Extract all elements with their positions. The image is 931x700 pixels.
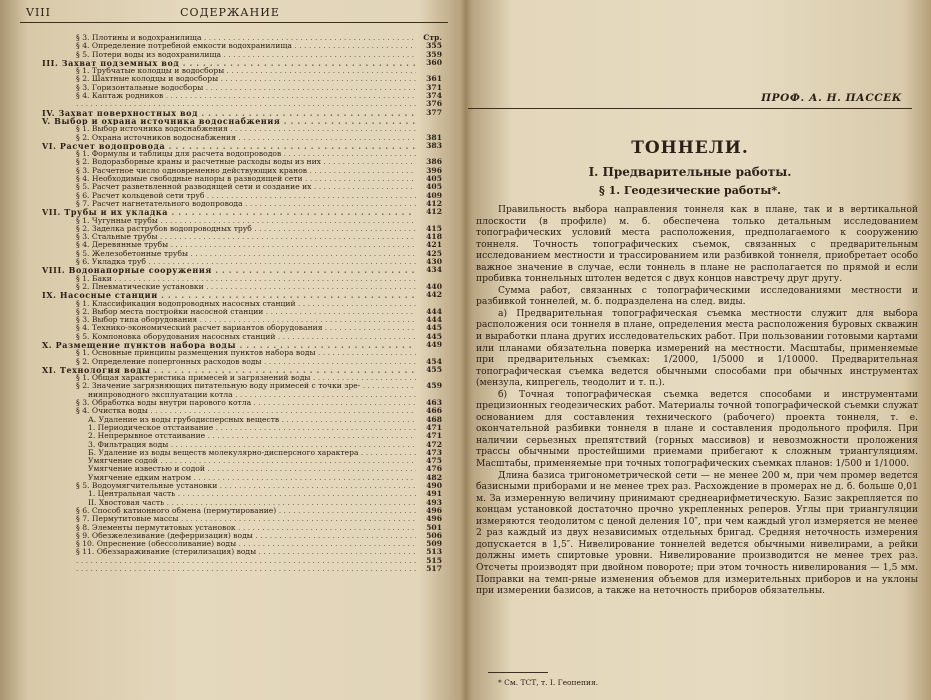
toc-entry-row [42,324,442,332]
toc-entry-text: § 2. Определение попергонных расходов воды . . . [42,358,416,366]
toc-entry-row [42,134,442,142]
toc-page-number: 466 [426,406,442,416]
toc-page-number: 444 [426,315,442,325]
toc-entry-row [42,532,442,540]
footnote-rule [488,672,548,673]
toc-page-number: 355 [426,41,442,51]
toc-page-number: 430 [426,257,442,267]
footnote: * См. ТСТ, т. I. Геопепия. [498,678,599,687]
toc-entry-text [42,565,416,573]
toc-entry-text: § 2. Заделка раструбов водопроводных труб . . . [42,225,416,233]
toc-chapter-row [42,291,442,299]
toc-entry-text: § 2. Значение загрязняющих питательную воду примесей с точки зре- . . . [42,382,416,390]
toc-entry-text: 1. Центральная часть . . . [42,490,416,498]
toc-entry-row [42,100,442,108]
toc-entry-row [42,565,442,573]
running-title: СОДЕРЖАНИЕ [180,6,280,19]
toc-page-number: 506 [426,530,442,540]
toc-entry-text: А. Удаление из воды грубодисперсных веществ . . . [42,416,416,424]
toc-entry-row [42,333,442,341]
toc-entry-row [42,75,442,83]
toc-page-number: 471 [426,422,442,432]
toc-entry-row [42,515,442,523]
toc-entry-text: Умягчение едким натром . . . [42,474,416,482]
toc-page-number: 360 [426,57,442,67]
paragraph: а) Предварительная топографическая съемка местности служит для выбора расположения оси тоннеля в плане, определения места расположения буровых скважин и выработки плана других исследовательских работ. При пользовании готовыми картами или планами обязательна поверка измерений на местности. Масштабы, применяемые при предварительных съемках: 1/2000, 1/5000 и 1/10000. Предварительная топографическая съемка ведется обычными способами при обычных инструментах (мензула, кипрегель, теодолит и т. п.). [476,307,918,389]
toc-entry-row [42,507,442,515]
subsection-heading: § 1. Геодезические работы*. [599,184,781,197]
toc-entry-text: 3. Фильтрация воды . . . [42,441,416,449]
toc-entry-text: § 11. Обеззараживание (стерилизация) воды . . . [42,548,416,556]
toc-entry-text: § 5. Водоумягчительные установки . . . [42,482,416,490]
toc-entry-text: § 8. Элементы пермутитовых установок . . . [42,524,416,532]
toc-entry-text: § 6. Способ катионного обмена (пермутирование) . . . [42,507,416,515]
toc-entry-row [42,84,442,92]
toc-entry-row [42,175,442,183]
toc-entry-text: § 3. Выбор типа оборудования . . . [42,316,416,324]
toc-entry-text: § 2. Шахтные колодцы и водосборы . . . [42,75,416,83]
toc-entry-text: § 4. Каптаж родников . . . [42,92,416,100]
toc-entry-row [42,424,442,432]
toc-chapter-row [42,266,442,274]
header-rule [20,22,448,23]
toc-chapter-row [42,59,442,67]
toc-entry-text: § 1. Чугунные трубы . . . [42,217,416,225]
toc-entry-row [42,67,442,75]
toc-chapter-row [42,208,442,216]
toc-entry-text: § 3. Горизонтальные водосборы . . . [42,84,416,92]
toc-page-number: 517 [426,564,442,573]
toc-page-number: 409 [426,190,442,200]
toc-entry-text: § 5. Железобетонные трубы . . . [42,250,416,258]
toc-page-number: 418 [426,232,442,242]
toc-entry-text: IV. Захват поверхностных вод . . . [42,109,416,117]
toc-entry-row [42,399,442,407]
toc-page-number: 468 [426,414,442,424]
toc-page-number: 359 [426,49,442,59]
paragraph: Правильность выбора направления тоннеля как в плане, так и в вертикальной плоскости (в профиле) м. б. обеспечена только детальным исследованием топографических условий места расположения, предполагаемого к сооружению тоннеля. Точность топографических съемок, связанных с предварительным исследованием местности и трассированием или разбивкой тоннеля, приобретает особо важное значение в случае, если тоннель в плане не располагается по прямой и если пробивка тоннельных штолен ведется с двух концов навстречу друг другу. [476,204,918,285]
toc-entry-text: § 7. Расчет нагнетательного водопровода . . . [42,200,416,208]
toc-entry-text: § 4. Определение потребной емкости водохранилища . . . [42,42,416,50]
toc-entry-row [42,92,442,100]
toc-chapter-row [42,366,442,374]
toc-entry-row [42,441,442,449]
toc-page-number: 445 [426,331,442,341]
toc-page-number: 415 [426,223,442,233]
toc-entry-text: § 1. Классификация водопроводных насосных станций . . . [42,300,416,308]
toc-page-number: 459 [426,381,442,391]
toc-entry-row [42,258,442,266]
right-page [468,0,924,700]
left-page [12,0,448,700]
toc-page-number: 476 [426,464,442,474]
toc-entry-row [42,432,442,440]
toc-entry-text: § 1. Трубчатые колодцы и водосборы . . . [42,67,416,75]
toc-page-number: 454 [426,356,442,366]
toc-entry-row [42,183,442,191]
toc-entry-text: § 3. Обработка воды внутри парового котла . . . [42,399,416,407]
chapter-title: ТОННЕЛИ. [631,138,749,158]
toc-entry-row [42,449,442,457]
toc-entry-row [42,233,442,241]
toc-entry-row [42,391,442,399]
toc-entry-row [42,316,442,324]
toc-entry-row [42,51,442,59]
toc-page-number: 471 [426,431,442,441]
toc-entry-text: IX. Насосные станции . . . [42,291,416,299]
toc-entry-text: § 4. Деревянные трубы . . . [42,241,416,249]
section-heading: I. Предварительные работы. [588,165,792,179]
toc-page-number: 425 [426,248,442,258]
toc-page-number: 493 [426,497,442,507]
toc-page-number: 396 [426,165,442,175]
toc-page-number: 490 [426,481,442,491]
toc-entry-text: § 1. Выбор источника водоснабжения . . . [42,125,416,133]
toc-entry-row [42,465,442,473]
toc-entry-row [42,474,442,482]
toc-entry-row [42,300,442,308]
toc-page-number: 473 [426,447,442,457]
toc-entry-row [42,225,442,233]
toc-entry-row [42,358,442,366]
toc-chapter-row [42,109,442,117]
toc-page-number: 496 [426,505,442,515]
toc-page-number: 463 [426,398,442,408]
toc-page-number: 444 [426,306,442,316]
toc-entry-text: VI. Расчет водопровода . . . [42,142,416,150]
toc-page-number: 405 [426,174,442,184]
toc-entry-text: II. Хвостовая часть . . . [42,499,416,507]
toc-entry-text: § 1. Баки . . . [42,275,416,283]
toc-entry-text: § 3. Стальные трубы . . . [42,233,416,241]
toc-entry-text: § 3. Расчетное число одновременно действующих кранов . . . [42,167,416,175]
toc-entry-text: § 10. Опреснение (обессоливание) воды . . . [42,540,416,548]
toc-entry-text: § 1. Общая характеристика примесей и загрязнений воды . . . [42,374,416,382]
toc-page-number: 513 [426,547,442,557]
toc-page-number: 491 [426,489,442,499]
toc-entry-row [42,125,442,133]
toc-entry-row [42,482,442,490]
toc-page-number: 371 [426,82,442,92]
toc-entry-text: Б. Удаление из воды веществ молекулярно-дисперсного характера . . . [42,449,416,457]
toc-page-number: 475 [426,456,442,466]
toc-entry-text: § 5. Компоновка оборудования насосных станций . . . [42,333,416,341]
paragraph: б) Точная топографическая съемка ведется способами и инструментами прецизионных геодезических работ. Материалы точной топографической съемки служат основанием для составления технического (рабочего) проекта тоннеля, т. е. окончательной разбивки тоннеля в плане и составления продольного профиля. При наличии серьезных препятствий (горных массивов) и невозможности проложения трассы обычными простейшими приемами прибегают к сложным триангуляциям. Масштабы, применяемые при точных топографических съемках планов: 1/500 и 1/1000. [476,388,918,470]
toc-entry-text: Умягчение известью и содой . . . [42,465,416,473]
toc-entry-row [42,382,442,390]
page-number: VIII [26,6,51,19]
toc-page-number: 361 [426,74,442,84]
toc-page-number: 445 [426,323,442,333]
toc-page-number: 509 [426,539,442,549]
toc-entry-row [42,499,442,507]
toc-entry-row [42,349,442,357]
toc-page-number: 383 [426,140,442,150]
toc-entry-row [42,557,442,565]
table-of-contents [42,34,442,573]
toc-entry-text: § 5. Потери воды из водохранилища . . . [42,51,416,59]
body-text [476,204,918,597]
toc-entry-text: X. Размещение пунктов набора воды . . . [42,341,416,349]
toc-page-number: 376 [426,99,442,109]
toc-entry-text: § 5. Расчет разветвленной разводящей сети и создание их . . . [42,183,416,191]
author-line: ПРОФ. А. Н. ПАССЕК [761,92,902,104]
toc-entry-row [42,192,442,200]
toc-entry-text: § 2. Охрана источников водоснабжения . . . [42,134,416,142]
toc-page-number: 472 [426,439,442,449]
toc-page-number: 374 [426,91,442,101]
toc-page-number: 482 [426,472,442,482]
toc-entry-row [42,490,442,498]
toc-entry-text: § 2. Водоразборные краны и расчетные расходы воды из них . . . [42,158,416,166]
toc-page-number: 421 [426,240,442,250]
toc-entry-text: § 6. Расчет кольцевой сети труб . . . [42,192,416,200]
toc-entry-text: нияпроводного эксплуатации котла . . . [42,391,416,399]
toc-entry-text: III. Захват подземных вод . . . [42,59,416,67]
toc-entry-row [42,374,442,382]
toc-page-number: 501 [426,522,442,532]
toc-entry-row [42,150,442,158]
toc-entry-row [42,217,442,225]
toc-entry-text: § 6. Укладка труб . . . [42,258,416,266]
author-rule [468,108,912,109]
toc-page-number: 405 [426,182,442,192]
toc-entry-text [42,557,416,565]
toc-entry-text: § 4. Технико-экономический расчет вариантов оборудования . . . [42,324,416,332]
toc-entry-row [42,457,442,465]
toc-entry-row [42,167,442,175]
toc-entry-row [42,34,442,42]
toc-entry-text: XI. Технология воды . . . [42,366,416,374]
toc-page-number: 377 [426,107,442,117]
toc-page-number: 434 [426,265,442,275]
toc-entry-text: V. Выбор и охрана источника водоснабжения . . . [42,117,416,125]
toc-page-number: Стр. [423,33,442,42]
toc-entry-text: § 1. Формулы и таблицы для расчета водопроводов . . . [42,150,416,158]
paragraph: Длина базиса тригонометрической сети — не менее 200 м, при чем промер ведется базисными приборами и не менее трех раз. Расхождение в промерах не д. б. больше 0,01 м. За измеренную величину принимают среднеарифметическую. Базис закрепляется по концам установкой достаточно прочно укрепленных реперов. Углы при триангуляции измеряются теодолитом с ценой деления 10″, при чем каждый угол измеряется не менее 2 раз каждый из двух независимых отдельных бригад. Средняя неточность измерения допускается в 1,5″. Нивелирование тоннелей ведется обычными нивелирами, а рейки должны иметь спиртовые уровни. Нивелирование производится не менее трех раз. Отсчеты производят при двойном повороте; при этом точность нивелирования — 1,5 мм. Поправки на темп-рные изменения объемов для измерительных приборов и на уклоны при измерении базисов, а также на неточность приборов обязательны. [476,469,918,597]
toc-entry-text: § 2. Выбор места постройки насосной станции . . . [42,308,416,316]
toc-entry-text: Умягчение содой . . . [42,457,416,465]
toc-page-number: 386 [426,157,442,167]
toc-entry-text: § 2. Пневматические установки . . . [42,283,416,291]
toc-entry-row [42,524,442,532]
toc-entry-row [42,548,442,556]
toc-entry-row [42,540,442,548]
toc-entry-row [42,241,442,249]
toc-entry-row [42,283,442,291]
toc-entry-text: § 4. Необходимые свободные напоры в разводящей сети . . . [42,175,416,183]
toc-page-number: 412 [426,198,442,208]
toc-entry-text: § 7. Пермутитовые массы . . . [42,515,416,523]
toc-entry-text: § 9. Обезжелезивание (деферризация) воды . . . [42,532,416,540]
toc-chapter-row [42,142,442,150]
toc-page-number: 496 [426,514,442,524]
toc-entry-row [42,250,442,258]
toc-page-number: 455 [426,364,442,374]
toc-entry-row [42,308,442,316]
toc-chapter-row [42,117,442,125]
toc-entry-text: § 4. Очистка воды . . . [42,407,416,415]
toc-page-number: 442 [426,290,442,300]
toc-page-number: 449 [426,339,442,349]
toc-entry-text: § 3. Плотины и водохранилища . . . [42,34,416,42]
toc-entry-row [42,158,442,166]
running-header [12,6,448,22]
toc-entry-text: VII. Трубы и их укладка . . . [42,208,416,216]
toc-entry-row [42,200,442,208]
toc-entry-row [42,42,442,50]
paragraph: Сумма работ, связанных с топографическими исследованиями местности и разбивкой тоннелей, м. б. подразделена на след. виды. [476,284,918,308]
toc-entry-text: § 1. Основные принципы размещения пунктов набора воды . . . [42,349,416,357]
toc-page-number: 381 [426,132,442,142]
toc-entry-text: 1. Периодическое отстаивание . . . [42,424,416,432]
toc-entry-text [42,100,416,108]
toc-entry-text: 2. Непрерывное отстаивание . . . [42,432,416,440]
toc-entry-row [42,416,442,424]
toc-chapter-row [42,341,442,349]
toc-page-number: 440 [426,281,442,291]
toc-entry-row [42,275,442,283]
toc-page-number: 412 [426,207,442,217]
toc-entry-row [42,407,442,415]
toc-entry-text: VIII. Водонапорные сооружения . . . [42,266,416,274]
toc-page-number: 515 [426,555,442,565]
